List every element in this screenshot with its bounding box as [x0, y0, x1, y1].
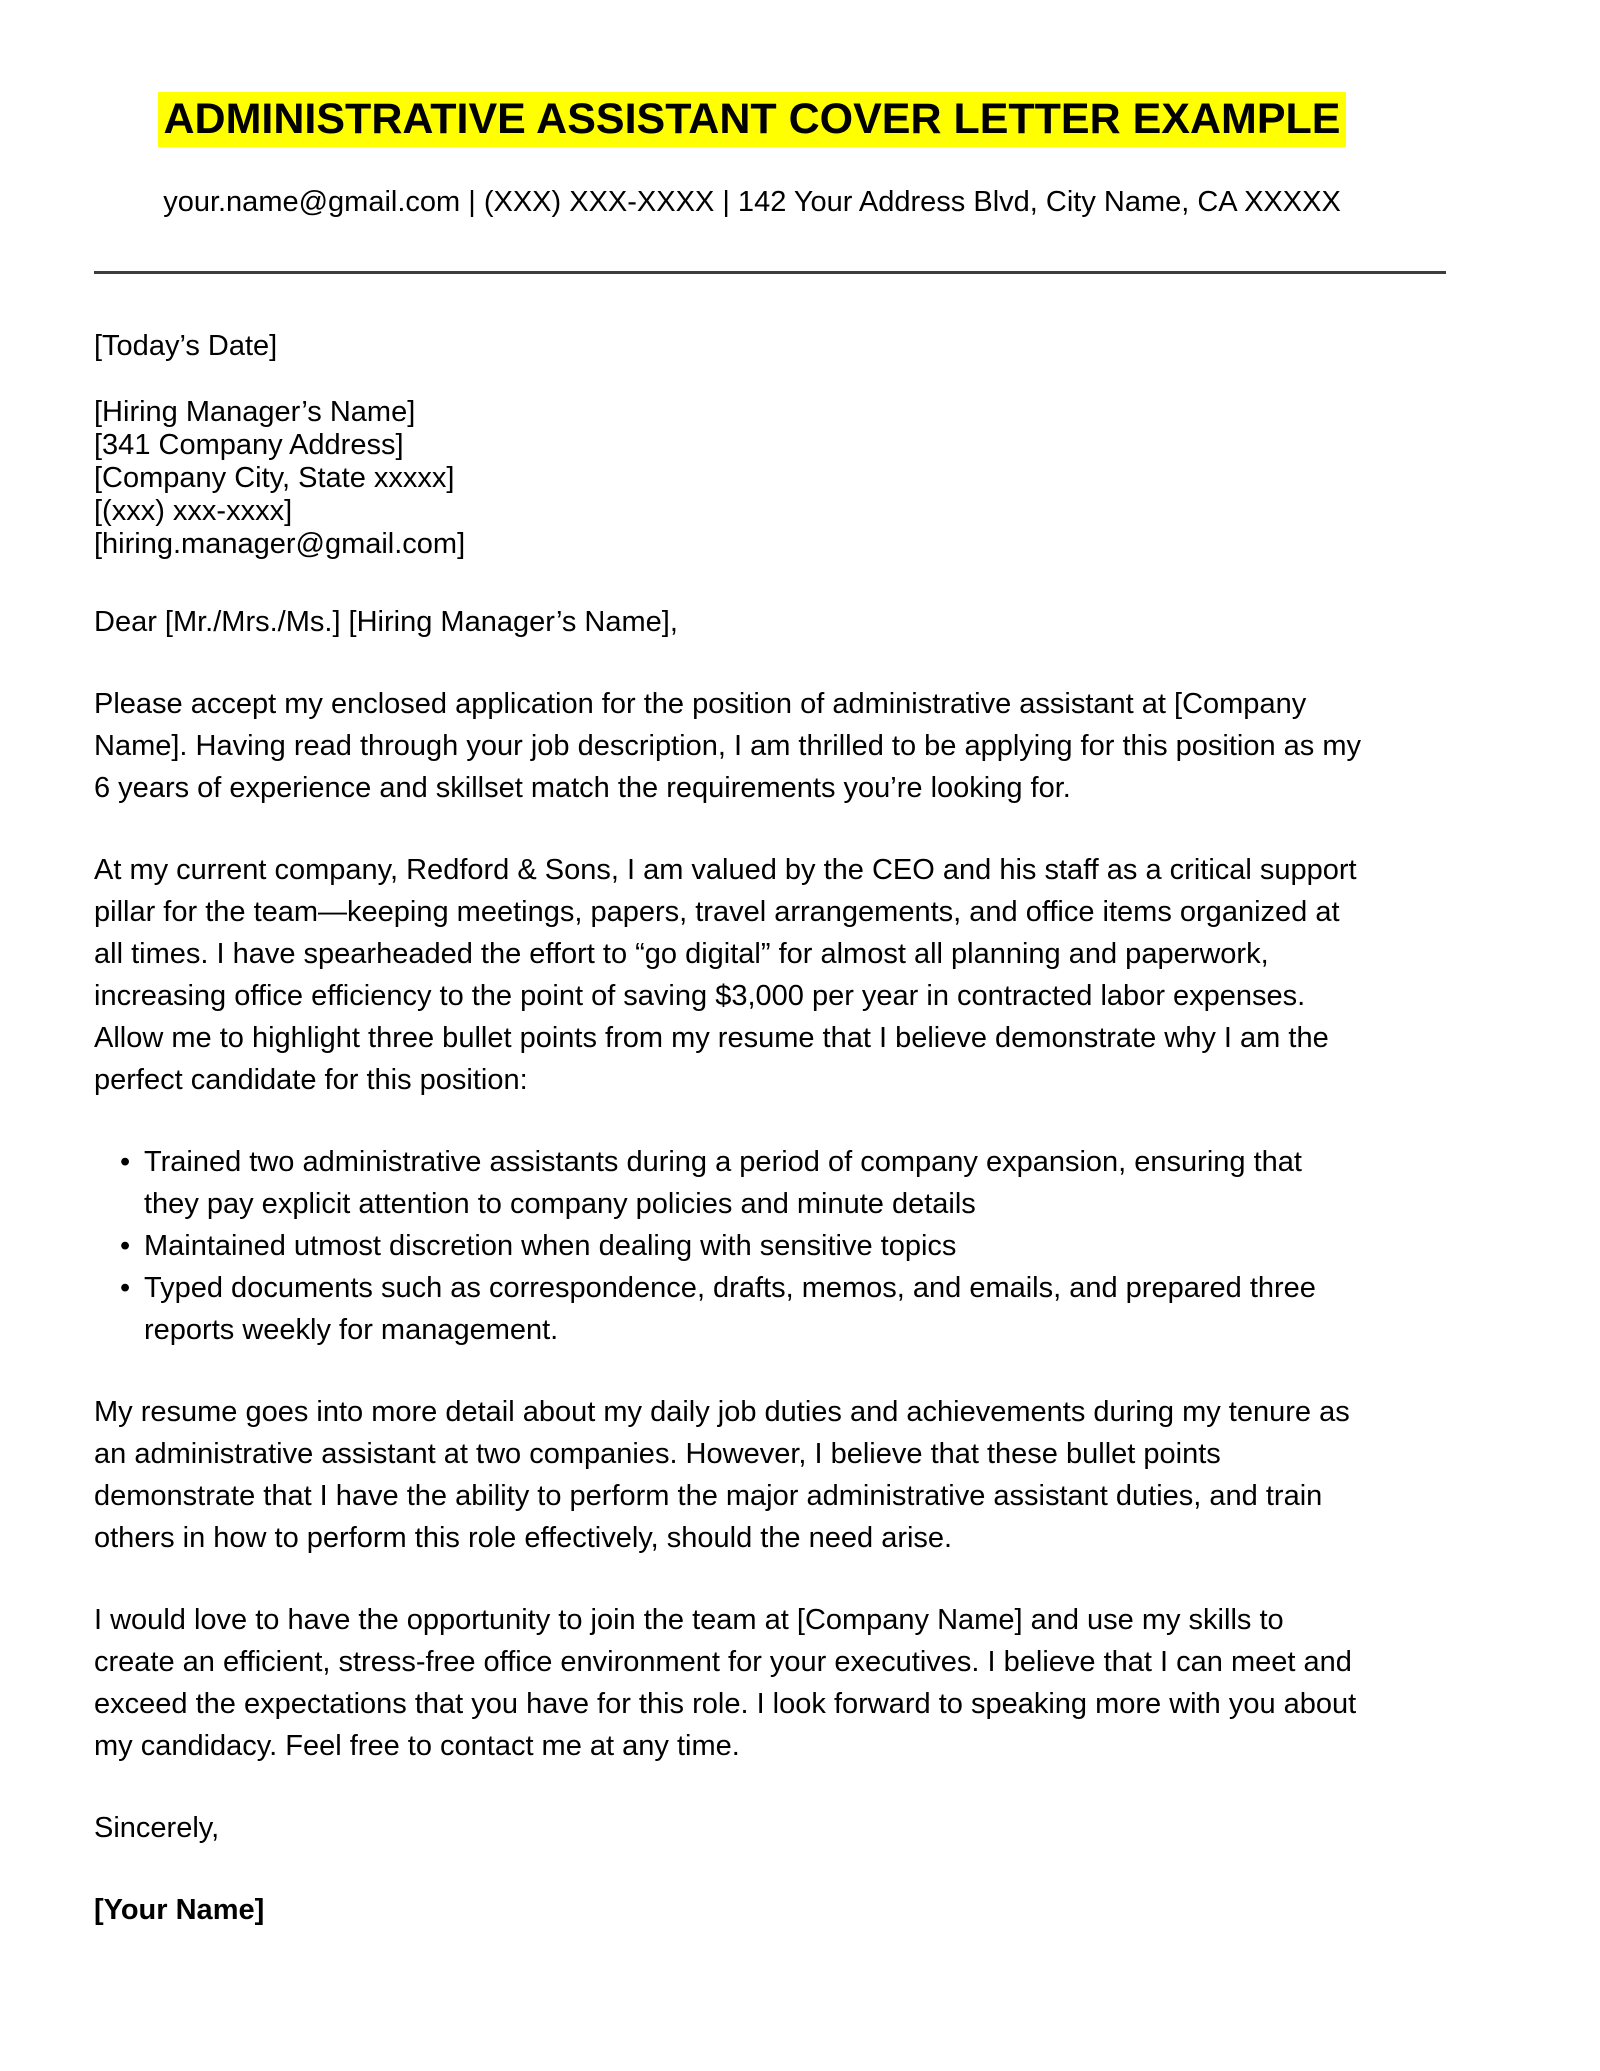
recipient-address-line: [341 Company Address] — [94, 429, 404, 461]
header-divider — [94, 271, 1446, 274]
resume-highlights-list — [94, 1141, 1364, 1351]
paragraph-experience: At my current company, Redford & Sons, I am valued by the CEO and his staff as a critical support pillar for the team—keeping meetings, papers, travel arrangements, and office items organized at all times. I have spearheaded the effort to “go digital” for almost all planning and paperwork, increasing office efficiency to the point of saving $3,000 per year in contracted labor expenses. Allow me to highlight three bullet points from my resume that I believe demonstrate why I am the perfect candidate for this position: — [94, 854, 1357, 1096]
list-item: • Typed documents such as correspondence, drafts, memos, and emails, and prepared three reports weekly for management. — [144, 1267, 1364, 1351]
paragraph-call-to-action: I would love to have the opportunity to join the team at [Company Name] and use my skills to create an efficient, stress-free office environment for your executives. I believe that I can meet and exceed the expectations that you have for this role. I look forward to speaking more with you about my candidacy. Feel free to contact me at any time. — [94, 1604, 1357, 1762]
contact-info-line: your.name@gmail.com | (XXX) XXX-XXXX | 142 Your Address Blvd, City Name, CA XXXXX — [163, 186, 1341, 218]
recipient-name-line: [Hiring Manager’s Name] — [94, 396, 416, 428]
blank-line — [94, 363, 1364, 396]
address-block — [94, 330, 1364, 561]
page-title: ADMINISTRATIVE ASSISTANT COVER LETTER EXAMPLE — [158, 92, 1347, 147]
paragraph-resume-detail: My resume goes into more detail about my daily job duties and achievements during my tenure as an administrative assistant at two companies. However, I believe that these bullet points demonstrate that I have the ability to perform the major administrative assistant duties, and train others in how to perform this role effectively, should the need arise. — [94, 1396, 1350, 1554]
recipient-city-line: [Company City, State xxxxx] — [94, 462, 455, 494]
date-placeholder: [Today’s Date] — [94, 330, 278, 362]
closing-salutation: Sincerely, — [94, 1812, 220, 1844]
signature-placeholder: [Your Name] — [94, 1894, 265, 1926]
letter-header — [94, 92, 1410, 220]
salutation: Dear [Mr./Mrs./Ms.] [Hiring Manager’s Name], — [94, 606, 678, 638]
list-item: • Trained two administrative assistants during a period of company expansion, ensuring that they pay explicit attention to company policies and minute details — [144, 1141, 1364, 1225]
recipient-email-line: [hiring.manager@gmail.com] — [94, 528, 466, 560]
paragraph-intro: Please accept my enclosed application for the position of administrative assistant at [Company Name]. Having read through your job description, I am thrilled to be applying for this position as my 6 years of experience and skillset match the requirements you’re looking for. — [94, 688, 1361, 804]
recipient-phone-line: [(xxx) xxx-xxxx] — [94, 495, 293, 527]
list-item: • Maintained utmost discretion when dealing with sensitive topics — [144, 1225, 1364, 1267]
